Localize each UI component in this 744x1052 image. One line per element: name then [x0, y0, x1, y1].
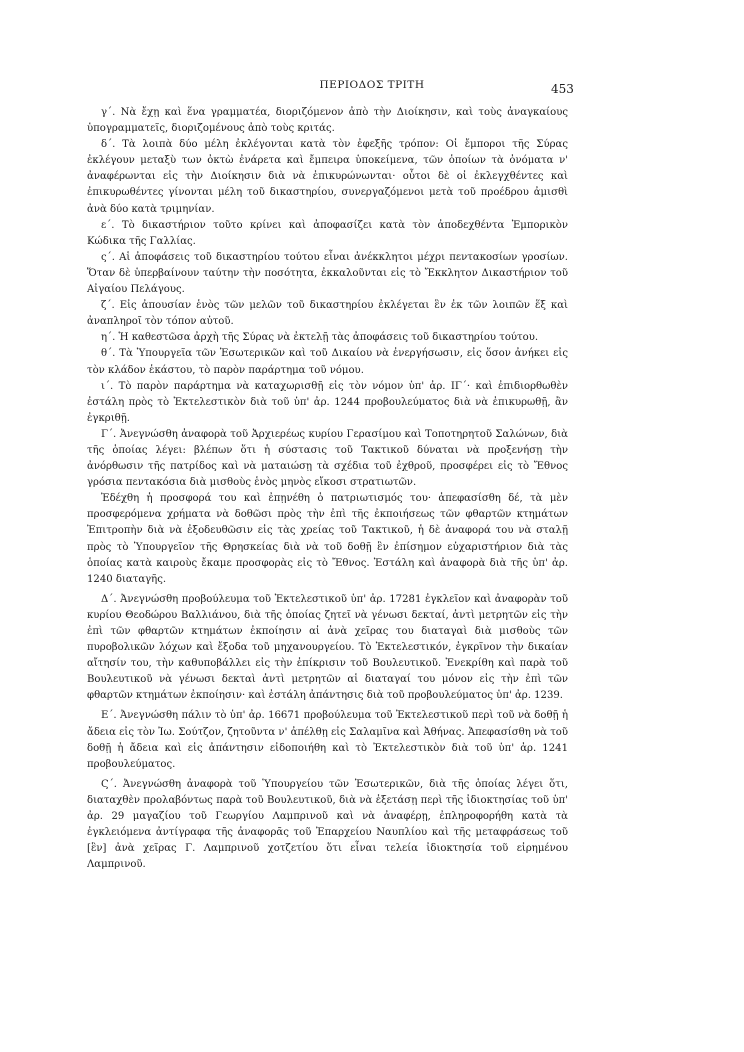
- paragraph-delta: δ΄. Τὰ λοιπὰ δύο μέλη ἐκλέγονται κατὰ τὸν ἐφεξῆς τρόπον: Οἱ ἔμποροι τῆς Σύρας ἐκλέγουν μεταξὺ των ὀκτὼ ἐνάρετα καὶ ἔμπειρα ὑποκείμενα, τῶν ὁποίων τὰ ὀνόματα ν' ἀναφέρωνται εἰς τὴν Διοίκησιν διὰ νὰ ἐπικυρώνωνται· οὗτοι δὲ οἱ ἐκλεγχθέντες καὶ ἐπικυρωθέντες γίνονται μέλη τοῦ δικαστηρίου, συνεργαζόμενοι μετὰ τοῦ προέδρου ἀμισθὶ ἀνὰ δύο κατὰ τριμηνίαν.: [87, 139, 568, 215]
- paragraph-epsilon: ε΄. Τὸ δικαστήριον τοῦτο κρίνει καὶ ἀποφασίζει κατὰ τὸν ἀποδεχθέντα Ἐμπορικὸν Κώδικα τῆς Γαλλίας.: [87, 219, 568, 247]
- paragraph-eta: η΄. Ἡ καθεστῶσα ἀρχὴ τῆς Σύρας νὰ ἐκτελῇ τὰς ἀποφάσεις τοῦ δικαστηρίου τούτου.: [101, 332, 539, 344]
- paragraph-gamma: γ΄. Νὰ ἔχῃ καὶ ἕνα γραμματέα, διοριζόμενον ἀπὸ τὴν Διοίκησιν, καὶ τοὺς ἀναγκαίους ὑπογραμματεῖς, διοριζομένους ἀπὸ τοὺς κριτάς.: [87, 107, 568, 135]
- running-header: ΠΕΡΙΟΔΟΣ ΤΡΙΤΗ: [319, 79, 425, 91]
- section-gamma-resolution: Ἐδέχθη ἡ προσφορά του καὶ ἐπῃνέθη ὁ πατριωτισμός του· ἀπεφασίσθη δέ, τὰ μὲν προσφερόμενα χρήματα νὰ δοθῶσι πρὸς τὴν ἐπὶ τῆς ἐκποιήσεως τῶν φθαρτῶν κτημάτων Ἐπιτροπὴν διὰ νὰ ἐξοδευθῶσιν εἰς τὰς χρείας τοῦ Τακτικοῦ, ἡ δὲ ἀναφορά του νὰ σταλῇ πρὸς τὸ Ὑπουργεῖον τῆς Θρησκείας διὰ νὰ τοῦ δοθῇ ἓν ἐπίσημον εὐχαριστήριον διὰ τὰς ὁποίας κατὰ καιροὺς ἔκαμε προσφορὰς εἰς τὸ Ἔθνος. Ἐστάλη καὶ ἀναφορὰ διὰ τῆς ὑπ' ἀρ. 1240 διαταγῆς.: [87, 493, 568, 585]
- page-number: 453: [551, 82, 574, 96]
- paragraph-zeta: ζ΄. Εἰς ἀπουσίαν ἑνὸς τῶν μελῶν τοῦ δικαστηρίου ἐκλέγεται ἓν ἐκ τῶν λοιπῶν ἕξ καὶ ἀναπληροῖ τὸν τόπον αὐτοῦ.: [87, 300, 568, 328]
- paragraph-theta: θ΄. Τὰ Ὑπουργεῖα τῶν Ἐσωτερικῶν καὶ τοῦ Δικαίου νὰ ἐνεργήσωσιν, εἰς ὅσον ἀνήκει εἰς τὸν κλάδον ἑκάστου, τὸ παρὸν παράρτημα τοῦ νόμου.: [87, 348, 568, 376]
- section-delta: Δ΄. Ἀνεγνώσθη προβούλευμα τοῦ Ἐκτελεστικοῦ ὑπ' ἀρ. 17281 ἐγκλεῖον καὶ ἀναφορὰν τοῦ κυρίου Θεοδώρου Βαλλιάνου, διὰ τῆς ὁποίας ζητεῖ νὰ γένωσι δεκταί, ἀντὶ μετρητῶν εἰς τὴν ἐπὶ τῶν φθαρτῶν κτημάτων ἐκποίησιν αἱ ἀνὰ χεῖρας του διαταγαὶ διὰ μισθοὺς τῶν πυροβολικῶν λόχων καὶ ἔξοδα τοῦ μηχανουργείου. Τὸ Ἐκτελεστικόν, ἐγκρῖνον τὴν δικαίαν αἴτησίν του, τὴν καθυποβάλλει εἰς τὴν ἐπίκρισιν τοῦ Βουλευτικοῦ. Ἐνεκρίθη καὶ παρὰ τοῦ Βουλευτικοῦ νὰ γένωσι δεκταὶ ἀντὶ μετρητῶν αἱ διαταγαί του μόνον εἰς τὴν ἐπὶ τῶν φθαρτῶν κτημάτων ἐκποίησιν· καὶ ἐστάλη ἀπάντησις διὰ τοῦ προβουλεύματος ὑπ' ἀρ. 1239.: [87, 593, 568, 702]
- body-text: [87, 105, 568, 873]
- paragraph-iota: ι΄. Τὸ παρὸν παράρτημα νὰ καταχωρισθῇ εἰς τὸν νόμον ὑπ' ἀρ. ΙΓ΄· καὶ ἐπιδιορθωθὲν ἐστάλη πρὸς τὸ Ἐκτελεστικὸν διὰ τοῦ ὑπ' ἀρ. 1244 προβουλεύματος διὰ νὰ ἐπικυρωθῇ, ἂν ἐγκριθῇ.: [87, 380, 568, 424]
- section-stigma: Ϛ΄. Ἀνεγνώσθη ἀναφορὰ τοῦ Ὑπουργείου τῶν Ἐσωτερικῶν, διὰ τῆς ὁποίας λέγει ὅτι, διαταχθὲν προλαβόντως παρὰ τοῦ Βουλευτικοῦ, διὰ νὰ ἐξετάσῃ περὶ τῆς ἰδιοκτησίας τοῦ ὑπ' ἀρ. 29 μαγαζίου τοῦ Γεωργίου Λαμπρινοῦ καὶ νὰ ἀναφέρῃ, ἐπληροφορήθη κατὰ τὰ ἐγκλειόμενα ἀντίγραφα τῆς ἀναφορᾶς τοῦ Ἐπαρχείου Ναυπλίου καὶ τῆς μεταφράσεως τοῦ [ἓν] ἀνὰ χεῖρας Γ. Λαμπρινοῦ χοτζετίου ὅτι εἶναι τελεία ἰδιοκτησία τοῦ εἰρημένου Λαμπρινοῦ.: [87, 778, 568, 871]
- section-gamma: Γ΄. Ἀνεγνώσθη ἀναφορὰ τοῦ Ἀρχιερέως κυρίου Γερασίμου καὶ Τοποτηρητοῦ Σαλώνων, διὰ τῆς ὁποίας λέγει: βλέπων ὅτι ἡ σύστασις τοῦ Τακτικοῦ δύναται νὰ προξενήσῃ τὴν ἀνόρθωσιν τῆς πατρίδος καὶ νὰ ματαιώσῃ τὰ σχέδια τοῦ ἐχθροῦ, προσφέρει εἰς τὸ Ἔθνος γρόσια πεντακόσια διὰ μισθοὺς ἑνὸς μηνὸς εἴκοσι στρατιωτῶν.: [87, 428, 568, 489]
- paragraph-stigma: ς΄. Αἱ ἀποφάσεις τοῦ δικαστηρίου τούτου εἶναι ἀνέκκλητοι μέχρι πεντακοσίων γροσίων. Ὅταν δὲ ὑπερβαίνουν ταύτην τὴν ποσότητα, ἐκκαλοῦνται εἰς τὸ Ἔκκλητον Δικαστήριον τοῦ Αἰγαίου Πελάγους.: [87, 251, 568, 296]
- section-epsilon: Ε΄. Ἀνεγνώσθη πάλιν τὸ ὑπ' ἀρ. 16671 προβούλευμα τοῦ Ἐκτελεστικοῦ περὶ τοῦ νὰ δοθῇ ἡ ἄδεια εἰς τὸν Ἰω. Σούτζον, ζητοῦντα ν' ἀπέλθῃ εἰς Σαλαμῖνα καὶ Ἀθήνας. Ἀπεφασίσθη νὰ τοῦ δοθῇ ἡ ἄδεια καὶ εἰς ἀπάντησιν εἰδοποιήθη καὶ τὸ Ἐκτελεστικὸν διὰ τοῦ ὑπ' ἀρ. 1241 προβουλεύματος.: [87, 710, 568, 770]
